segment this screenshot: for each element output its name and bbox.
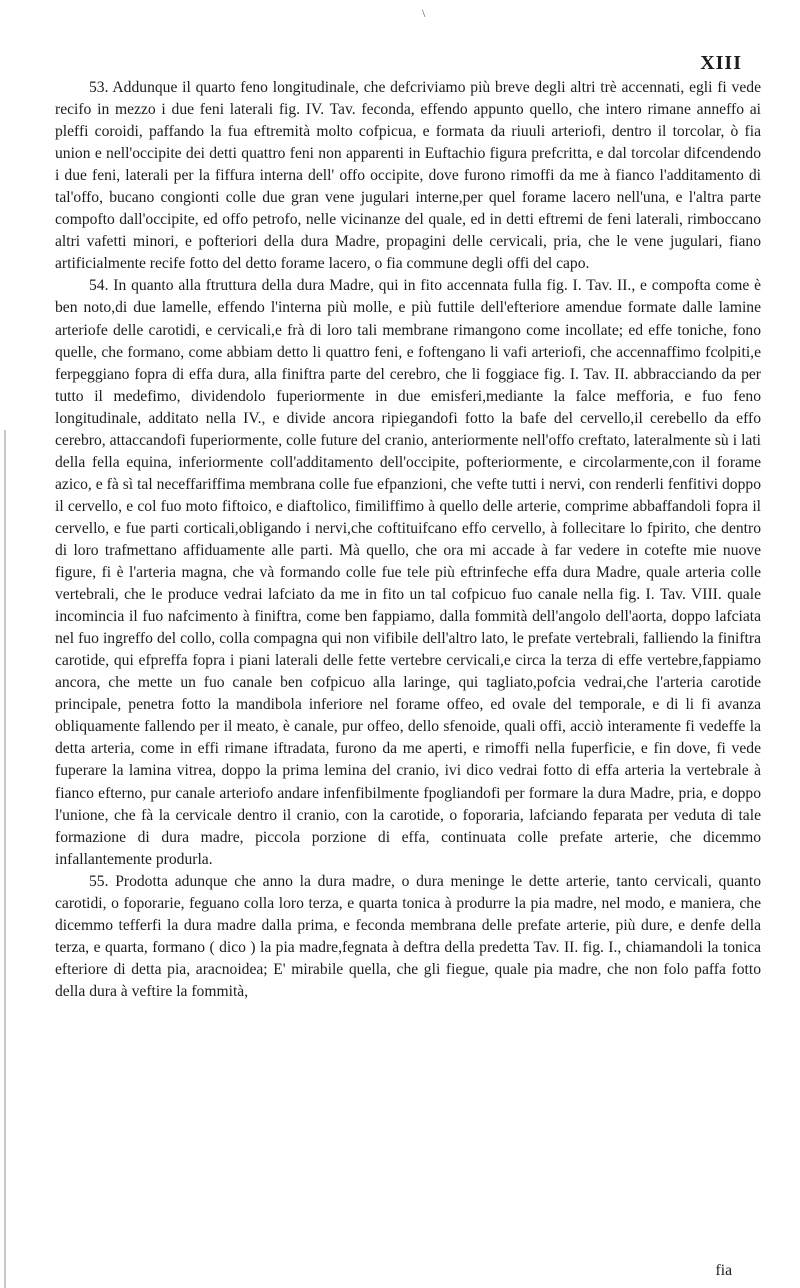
paragraph-53: 53. Addunque il quarto feno longitudinale, che defcriviamo più breve degli altri trè accennati, egli fi vede recifo in mezzo i due feni laterali fig. IV. Tav. feconda, effendo appunto quello, che intero rimane anneffo ai pleffi coroidi, paffando la fua eftremità molto cofpicua, e formata da riuuli arteriofi, dentro il torcolar, ò fia union e nell'occipite dei detti quattro feni non apparenti in Euftachio figura prefcritta, e dal torcolar difcendendo i due feni, laterali per la fiffura interna dell' offo occipite, dove furono rimoffi da me à fianco l'additamento di tal'offo, bucano congionti colle due gran vene jugulari interne,per quel forame lacero nell'una, e l'altra parte compofto dall'occipite, ed offo petrofo, nelle vicinanze del quale, ed in detti eftremi de feni laterali, rimboccano altri vafetti minori, e pofteriori della dura Madre, propagini delle cervicali, pria, che le vene jugulari, fiano artificialmente recife fotto del detto forame lacero, o fia commune degli offi del capo. <box>55 79 761 273</box>
page-edge-shadow <box>4 430 6 1288</box>
paragraph-54: 54. In quanto alla ftruttura della dura Madre, qui in fito accennata fulla fig. I. Tav. II., e compofta come è ben noto,di due lamelle, effendo l'interna più molle, e più futtile dell'efteriore amendue formate dalle lamine arteriofe delle carotidi, e cervicali,e frà di loro tali membrane rimangono come incollate; ed effe toniche, fono quelle, che formano, come abbiam detto li quattro feni, e foftengano li vafi arteriofi, che accennaffimo fcolpiti,e ferpeggiano fopra di effa dura, alla finiftra parte del cerebro, che li foggiace fig. I. Tav. II. abbracciando da per tutto il medefimo, dividendolo fuperiormente in due emisferi,mediante la falce mefforia, e fuo feno longitudinale, additato nella IV., e divide ancora ripiegandofi fotto la bafe del cervello,il cerebello da effo cerebro, attaccandofi fuperiormente, colle future del cranio, anteriormente nell'offo creftato, lateralmente sù i lati della fella equina, inferiormente coll'additamento dell'occipite, pofteriormente, e circolarmente,con il forame azico, e fà sì tal neceffariffima membrana colle fue efpanzioni, che vefte tutti i nervi, con renderli fenfitivi doppo il cervello, e col fuo moto fiftoico, e diaftolico, fimiliffimo à quello delle arterie, comprime abbaffandoli fopra il cervello, e fue parti corticali,obligando i nervi,che coftituifcano effo cervello, à follecitare lo fpirito, che dentro di loro trafmettano affiduamente alle parti. Mà quello, che ora mi accade à far vedere in cotefte mie nuove figure, fi è l'arteria magna, che và formando colle fue tele più eftrinfeche effa dura Madre, quale arteria colle vertebrali, che le produce vedrai lafciato da me in fito un tal cofpicuo fuo canale nella fig. I. Tav. VIII. quale incomincia il fuo nafcimento à finiftra, come ben fappiamo, dalla fommità dell'angolo dell'aorta, doppo lafciata nel fuo ingreffo del collo, colla compagna qui non vifibile dell'altro lato, le prefate vertebrali, falliendo la finiftra carotide, qui efpreffa fopra i piani laterali delle fette vertebre cervicali,e circa la terza di effe vertebre,fappiamo ancora, che mette un fuo canale ben cofpicuo alla laringe, qui tagliato,pofcia vedrai,che l'arteria carotide principale, penetra fotto la mandibola inferiore nel forame offeo, ed ovale del temporale, e di li fi avanza obliquamente fallendo per il meato, è canale, pur offeo, dello sfenoide, quali offi, acciò interamente fi vedeffe la detta arteria, come in effi rimane iftradata, furono da me aperti, e rimoffi nella fuperficie, e fin dove, fi vede fuperare la lamina vitrea, doppo la prima lemina del cranio, ivi dico vedrai fotto di effa arteria la vertebrale à fianco efterno, pur canale arteriofo andare infenfibilmente fpogliandofi per formare la dura Madre, pria, e doppo l'unione, che fà la cervicale dentro il cranio, con la carotide, o foporaria, lafciando feparata per veduta di tale formazione di dura madre, piccola porzione di effa, continuata colle prefate arterie, che dicemmo infallantemente produrla. <box>55 277 761 868</box>
paragraph-55: 55. Prodotta adunque che anno la dura madre, o dura meninge le dette arterie, tanto cervicali, quanto carotidi, o foporarie, feguano colla loro terza, e quarta tonica à produrre la pia madre, nel modo, e maniera, che dicemmo tefferfi la dura madre dalla prima, e feconda membrana delle prefate arterie, più dure, e denfe della terza, e quarta, formano ( dico ) la pia madre,fegnata à deftra della predetta Tav. II. fig. I., chiamandoli la tonica efteriore di detta pia, aracnoidea; E' mirabile quella, che gli fiegue, quale pia madre, che non folo paffa fotto della dura à veftire la fommità, <box>55 872 761 1000</box>
top-edge-mark: \ <box>422 6 426 20</box>
catch-word: fia <box>715 1262 732 1279</box>
body-text <box>55 77 761 1003</box>
page-number: XIII <box>700 52 742 74</box>
